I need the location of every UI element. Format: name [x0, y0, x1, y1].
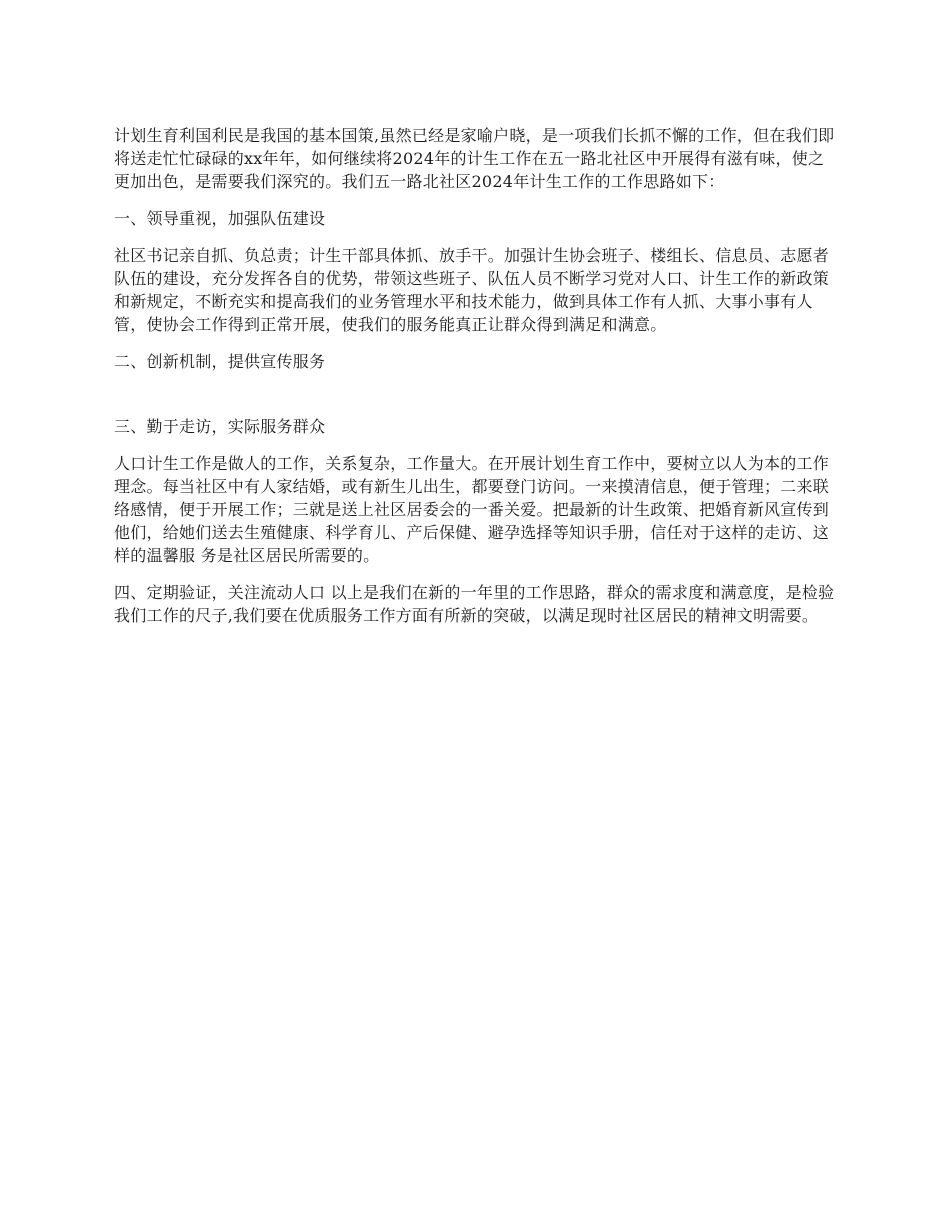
section-3-paragraph: 人口计生工作是做人的工作，关系复杂，工作量大。在开展计划生育工作中，要树立以人为本的工作理念。每当社区中有人家结婚，或有新生儿出生，都要登门访问。一来摸清信息，便于管理；二来联络感情，便于开展工作；三就是送上社区居委会的一番关爱。把最新的计生政策、把婚育新风宣传到他们，给她们送去生殖健康、科学育儿、产后保健、避孕选择等知识手册，信任对于这样的走访、这样的温馨服 务是社区居民所需要的。 — [114, 454, 830, 565]
document-body — [114, 124, 839, 627]
spacer — [114, 193, 839, 207]
spacer — [114, 230, 839, 244]
spacer — [114, 438, 839, 452]
section-1-heading: 一、领导重视，加强队伍建设 — [114, 209, 326, 228]
section-2-heading: 二、创新机制，提供宣传服务 — [114, 352, 326, 371]
section-1-paragraph: 社区书记亲自抓、负总责；计生干部具体抓、放手干。加强计生协会班子、楼组长、信息员、志愿者队伍的建设，充分发挥各自的优势，带领这些班子、队伍人员不断学习党对人口、计生工作的新政策和新规定，不断充实和提高我们的业务管理水平和技术能力，做到具体工作有人抓、大事小事有人管，使协会工作得到正常开展，使我们的服务能真正让群众得到满足和满意。 — [114, 246, 830, 334]
section-4-paragraph: 四、定期验证，关注流动人口 以上是我们在新的一年里的工作思路，群众的需求度和满意度，是检验我们工作的尺子,我们要在优质服务工作方面有所新的突破，以满足现时社区居民的精神文明需要。 — [114, 583, 835, 625]
spacer — [114, 567, 839, 581]
spacer — [114, 336, 839, 350]
intro-paragraph: 计划生育利国利民是我国的基本国策,虽然已经是家喻户晓，是一项我们长抓不懈的工作，但在我们即将送走忙忙碌碌的xx年年，如何继续将2024年的计生工作在五一路北社区中开展得有滋有味，使之更加出色，是需要我们深究的。我们五一路北社区2024年计生工作的工作思路如下： — [114, 126, 835, 191]
section-3-heading: 三、勤于走访，实际服务群众 — [114, 417, 326, 436]
empty-section-space — [114, 373, 839, 415]
